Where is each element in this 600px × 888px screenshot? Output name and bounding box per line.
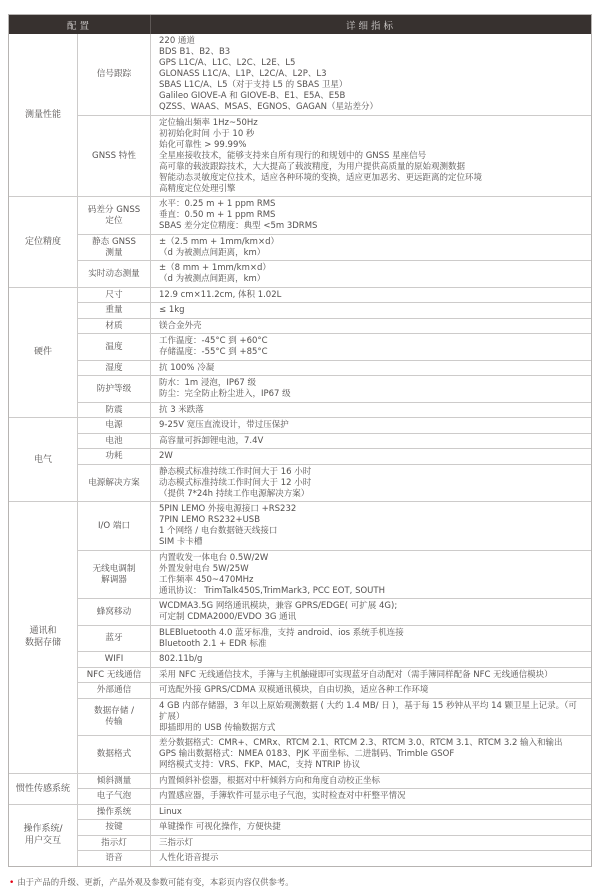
spec-label-cell [78, 418, 151, 433]
category-label: 用户交互 [24, 836, 61, 846]
spec-value-line: QZSS、WAAS、MSAS、EGNOS、GAGAN（星站差分） [159, 102, 379, 112]
spec-label: 传输 [105, 717, 123, 727]
spec-value-cell [151, 851, 591, 866]
spec-label: 操作系统 [96, 806, 132, 817]
category-label: 通讯和 [29, 626, 57, 637]
spec-value-line: 网络模式支持：VRS、FKP、MAC，支持 NTRIP 协议 [159, 760, 361, 770]
spec-label: WIFI [104, 654, 124, 664]
spec-label-cell [78, 361, 151, 376]
spec-value-cell [151, 334, 591, 360]
spec-label-cell [78, 303, 151, 318]
spec-value-line: 12.9 cm×11.2cm, 体积 1.02L [159, 289, 282, 300]
spec-value-line: GPS L1C/A、L1C、L2C、L2E、L5 [159, 58, 296, 68]
spec-value-cell [151, 789, 591, 804]
spec-value-line: GPS 输出数据格式：NMEA 0183、PJK 平面坐标、二进制码、Trimble GSOF [159, 749, 455, 759]
spec-value-line: 可选配外接 GPRS/CDMA 双模通讯模块，自由切换，适应各种工作环境 [159, 685, 429, 695]
spec-value-cell [151, 261, 591, 287]
spec-value-line: 差分数据格式：CMR+、CMRx、RTCM 2.1、RTCM 2.3、RTCM 3.0、RTCM 3.1、RTCM 3.2 输入和输出 [159, 738, 563, 748]
spec-value-cell [151, 820, 591, 835]
spec-value-line: 4 GB 内部存储器，3 年以上原始观测数据 ( 大约 1.4 MB/ 日 )，基于每 15 秒钟从平均 14 颗卫星上记录。（可扩展） [159, 700, 577, 722]
spec-value-line: 高可靠的载波跟踪技术，大大提高了载波精度，为用户提供高质量的原始观测数据 [159, 161, 466, 172]
header-config-cell: 配置 [9, 15, 151, 34]
spec-value-line: ±（2.5 mm + 1mm/km×d） [159, 236, 279, 247]
spec-label: 电池 [105, 435, 123, 446]
spec-label: 数据存储 / [93, 706, 134, 716]
table-row [78, 819, 591, 835]
spec-label: 信号跟踪 [96, 69, 132, 79]
spec-value-line: 高精度定位处理引擎 [159, 183, 236, 194]
spec-label-cell [78, 116, 151, 197]
header-detail-cell: 详细指标 [345, 20, 396, 32]
spec-value-line: ±（8 mm + 1mm/km×d） [159, 263, 271, 273]
spec-value-cell [151, 361, 591, 376]
table-row [78, 850, 591, 866]
spec-value-line: 即插即用的 USB 传输数据方式 [159, 722, 276, 733]
spec-section [9, 417, 591, 501]
footnote-text: 由于产品的升级、更新，产品外观及参数可能有变，本彩页内容仅供参考。 [17, 876, 294, 887]
category-label: 测量性能 [24, 110, 61, 120]
spec-value-cell [151, 449, 591, 464]
table-row [78, 835, 591, 851]
spec-label: NFC 无线通信 [86, 669, 142, 680]
table-row [78, 550, 591, 599]
table-row [78, 698, 591, 736]
spec-value-cell [151, 403, 591, 418]
table-row [78, 805, 591, 820]
spec-value-line: ≤ 1kg [159, 305, 185, 315]
spec-value-line: SIM 卡卡槽 [159, 537, 203, 547]
spec-label-cell [78, 551, 151, 599]
spec-value-cell [151, 699, 591, 736]
spec-value-line: 定位输出频率 1Hz~50Hz [159, 117, 258, 128]
table-row [78, 302, 591, 318]
category-label: 操作系统/ [23, 824, 63, 834]
section-rows [78, 774, 591, 804]
table-row [78, 34, 591, 115]
spec-value-line: 防尘：完全防止粉尘进入，IP67 级 [159, 389, 291, 399]
section-rows [78, 418, 591, 501]
table-row [78, 774, 591, 789]
spec-value-line: 垂直：0.50 m + 1 ppm RMS [159, 210, 276, 220]
spec-label-cell [78, 789, 151, 804]
spec-label: 尺寸 [105, 289, 123, 300]
spec-label-cell [78, 652, 151, 667]
spec-label-cell [78, 502, 151, 550]
spec-label-cell [78, 668, 151, 683]
spec-value-line: 智能动态灵敏度定位技术，适应各种环境的变换，适应更加恶劣、更远距离的定位环境 [159, 172, 483, 183]
table-body [9, 34, 591, 866]
spec-value-line: （d 为被测点间距离，km） [159, 247, 266, 258]
section-rows [78, 197, 591, 287]
spec-label: 防护等级 [96, 383, 132, 394]
spec-label-cell [78, 774, 151, 789]
spec-label: 倾斜测量 [96, 775, 132, 786]
table-row [78, 735, 591, 773]
section-rows [78, 502, 591, 773]
spec-label-cell [78, 235, 151, 261]
table-row [78, 625, 591, 652]
section-rows [78, 805, 591, 866]
table-row [78, 502, 591, 550]
spec-value-cell [151, 235, 591, 261]
category-cell [9, 805, 78, 866]
spec-value-line: 可定制 CDMA2000/EVDO 3G 通讯 [159, 612, 297, 622]
spec-label-cell [78, 403, 151, 418]
spec-value-cell [151, 599, 591, 625]
category-label: 硬件 [33, 347, 52, 358]
spec-section [9, 196, 591, 287]
spec-label-cell [78, 820, 151, 835]
category-cell [9, 774, 78, 804]
spec-value-cell [151, 626, 591, 652]
spec-value-cell [151, 683, 591, 698]
spec-label-cell [78, 805, 151, 820]
spec-label-cell [78, 699, 151, 736]
table-row [78, 651, 591, 667]
spec-label-cell [78, 851, 151, 866]
spec-value-line: 高容量可拆卸锂电池，7.4V [159, 435, 264, 446]
table-row [78, 234, 591, 261]
spec-label: 静态 GNSS [92, 236, 136, 247]
footnote-bullet-icon: • [9, 877, 15, 888]
spec-label: 语音 [105, 853, 123, 863]
spec-value-cell [151, 774, 591, 789]
spec-value-line: 人性化语音提示 [159, 853, 219, 863]
spec-label: I/O 端口 [97, 520, 131, 531]
spec-value-line: Galileo GIOVE-A 和 GIOVE-B、E1、E5A、E5B [159, 91, 346, 101]
spec-value-line: （d 为被测点间距离，km） [159, 274, 266, 284]
category-label: 惯性传感系统 [15, 783, 70, 794]
spec-table [8, 14, 592, 867]
spec-value-line: 内置感应器，手簿软件可显示电子气泡，实时检查对中杆整平情况 [159, 791, 406, 801]
table-row [78, 318, 591, 334]
spec-value-line: 802.11b/g [159, 654, 203, 664]
spec-label: 数据格式 [96, 749, 132, 759]
spec-value-line: 内置倾斜补偿器，根据对中杆倾斜方向和角度自动校正坐标 [159, 775, 381, 786]
spec-value-line: 抗 100% 冷凝 [159, 362, 215, 373]
spec-label-cell [78, 836, 151, 851]
spec-section [9, 34, 591, 196]
spec-label: 电子气泡 [96, 791, 132, 801]
table-row [78, 418, 591, 433]
table-row [78, 433, 591, 449]
spec-label: 湿度 [105, 362, 123, 373]
spec-value-line: SBAS 差分定位精度：典型 <5m 3DRMS [159, 221, 318, 231]
category-label: 数据存储 [24, 638, 61, 649]
spec-label: 温度 [105, 341, 123, 352]
spec-label-cell [78, 319, 151, 334]
table-row [78, 333, 591, 360]
table-row [78, 260, 591, 287]
spec-value-line: BDS B1、B2、B3 [159, 47, 231, 57]
spec-value-line: 5PIN LEMO 外接电源接口 +RS232 [159, 504, 297, 514]
spec-label: 定位 [105, 215, 123, 226]
spec-value-cell [151, 836, 591, 851]
spec-section [9, 804, 591, 866]
spec-label: 实时动态测量 [88, 268, 140, 279]
spec-label-cell [78, 197, 151, 234]
spec-label-cell [78, 34, 151, 115]
spec-value-cell [151, 465, 591, 502]
table-row [78, 402, 591, 418]
spec-value-line: 外置发射电台 5W/25W [159, 563, 249, 574]
section-rows [78, 34, 591, 196]
spec-label: 测量 [105, 247, 123, 258]
table-row [78, 464, 591, 502]
spec-value-line: 220 通道 [159, 36, 195, 46]
spec-label: 重量 [105, 305, 123, 315]
spec-label: 外部通信 [96, 685, 132, 695]
spec-value-line: BLEBluetooth 4.0 蓝牙标准，支持 android、ios 系统手机连接 [159, 627, 404, 638]
table-row [78, 682, 591, 698]
spec-value-cell [151, 668, 591, 683]
spec-label: 电源 [105, 420, 123, 430]
category-cell [9, 197, 78, 287]
spec-label: 功耗 [105, 451, 123, 461]
spec-value-cell [151, 319, 591, 334]
category-label: 电气 [33, 454, 52, 465]
table-row [78, 375, 591, 402]
spec-label-cell [78, 599, 151, 625]
spec-value-cell [151, 197, 591, 234]
spec-value-line: 通讯协议： TrimTalk450S,TrimMark3, PCC EOT, SOUTH [159, 585, 385, 596]
spec-label: GNSS 特性 [92, 150, 136, 161]
spec-value-line: 工作温度：-45°C 到 +60°C [159, 336, 268, 346]
spec-value-line: 7PIN LEMO RS232+USB [159, 515, 261, 525]
spec-section [9, 287, 591, 418]
table-row [78, 115, 591, 197]
table-header [9, 15, 591, 34]
spec-label: 指示灯 [101, 837, 127, 848]
spec-value-line: Bluetooth 2.1 + EDR 标准 [159, 638, 267, 649]
spec-label: 码差分 GNSS [87, 204, 141, 215]
spec-value-line: 采用 NFC 无线通信技术，手簿与主机触碰即可实现蓝牙自动配对（需手簿同样配备 NFC 无线通信模块） [159, 669, 553, 680]
spec-label-cell [78, 261, 151, 287]
spec-value-cell [151, 303, 591, 318]
spec-value-line: 1 个网络 / 电台数据链天线接口 [159, 526, 278, 536]
spec-value-line: 工作频率 450~470MHz [159, 574, 254, 585]
category-cell [9, 418, 78, 501]
spec-value-line: 9-25V 宽压直流设计，带过压保护 [159, 420, 289, 430]
spec-value-line: （提供 7*24h 持续工作电源解决方案） [159, 488, 310, 499]
spec-value-cell [151, 805, 591, 820]
table-row [78, 448, 591, 464]
category-label: 定位精度 [24, 236, 61, 247]
spec-value-cell [151, 418, 591, 433]
spec-value-line: Linux [159, 806, 182, 817]
spec-value-line: 抗 3 米跌落 [159, 404, 204, 415]
spec-label-cell [78, 736, 151, 773]
spec-label-cell [78, 465, 151, 502]
spec-label-cell [78, 288, 151, 303]
spec-label: 蜂窝移动 [96, 606, 132, 617]
spec-label: 蓝牙 [105, 633, 123, 643]
spec-value-line: WCDMA3.5G 网络通讯模块，兼容 GPRS/EDGE( 可扩展 4G); [159, 601, 398, 611]
spec-value-cell [151, 502, 591, 550]
spec-value-line: 静态模式标准持续工作时间大于 16 小时 [159, 466, 312, 477]
spec-label: 解调器 [101, 574, 127, 585]
spec-value-line: 始化可靠性 > 99.99% [159, 139, 247, 150]
spec-label: 无线电调制 [92, 563, 136, 574]
spec-label-cell [78, 626, 151, 652]
table-row [78, 667, 591, 683]
spec-label-cell [78, 434, 151, 449]
spec-value-line: 内置收发一体电台 0.5W/2W [159, 552, 269, 563]
spec-label-cell [78, 376, 151, 402]
spec-value-line: 镁合金外壳 [159, 320, 202, 331]
spec-value-line: SBAS L1C/A、L5（对于支持 L5 的 SBAS 卫星） [159, 80, 348, 90]
spec-value-line: 全星座接收技术，能够支持来自所有现行的和规划中的 GNSS 星座信号 [159, 150, 427, 161]
spec-value-cell [151, 434, 591, 449]
spec-label: 材质 [105, 320, 123, 331]
spec-value-line: 三指示灯 [159, 837, 194, 848]
spec-value-cell [151, 34, 591, 115]
spec-label: 防震 [105, 404, 123, 415]
category-cell [9, 34, 78, 196]
spec-section [9, 501, 591, 773]
spec-value-line: 单键操作 可视化操作，方便快捷 [159, 822, 281, 832]
table-row [78, 197, 591, 234]
spec-value-line: GLONASS L1C/A、L1P、L2C/A、L2P、L3 [159, 69, 327, 79]
spec-label: 按键 [105, 822, 123, 832]
table-row [78, 360, 591, 376]
section-rows [78, 288, 591, 418]
spec-value-cell [151, 551, 591, 599]
spec-value-line: 初初始化时间 小于 10 秒 [159, 128, 255, 139]
spec-value-line: 动态模式标准持续工作时间大于 12 小时 [159, 477, 312, 488]
spec-value-cell [151, 652, 591, 667]
category-cell [9, 502, 78, 773]
spec-label-cell [78, 683, 151, 698]
spec-value-cell [151, 288, 591, 303]
spec-value-line: 水平：0.25 m + 1 ppm RMS [159, 199, 276, 209]
spec-value-cell [151, 736, 591, 773]
spec-value-cell [151, 376, 591, 402]
spec-value-line: 存储温度：-55°C 到 +85°C [159, 347, 268, 357]
spec-value-line: 防水：1m 浸泡，IP67 级 [159, 378, 257, 388]
spec-value-cell [151, 116, 591, 197]
spec-value-line: 2W [159, 451, 173, 461]
spec-label-cell [78, 449, 151, 464]
spec-section [9, 773, 591, 804]
table-row [78, 788, 591, 804]
spec-label: 电源解决方案 [88, 477, 140, 488]
spec-label-cell [78, 334, 151, 360]
table-row [78, 598, 591, 625]
table-row [78, 288, 591, 303]
category-cell [9, 288, 78, 418]
